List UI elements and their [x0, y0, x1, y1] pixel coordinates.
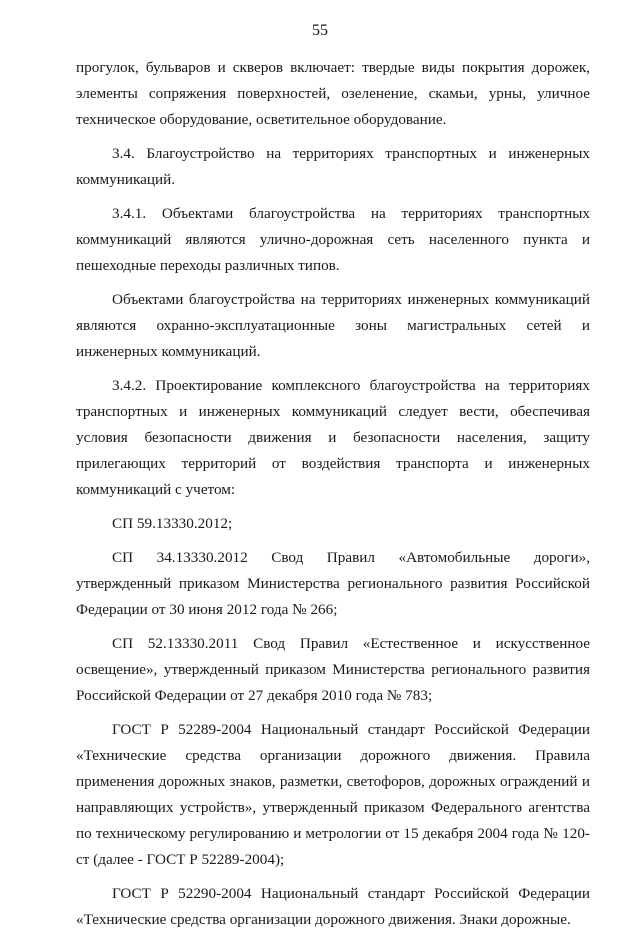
- paragraph-engineering-objects: Объектами благоустройства на территориях инженерных коммуникаций являются охранно-эксплуатационные зоны магистральных сетей и инженерных коммуникаций.: [76, 291, 590, 360]
- list-item-sp-34: СП 34.13330.2012 Свод Правил «Автомобильные дороги», утвержденный приказом Министерства регионального развития Российской Федерации от 30 июня 2012 года № 266;: [76, 549, 590, 618]
- section-heading-3-4: 3.4. Благоустройство на территориях транспортных и инженерных коммуникаций.: [76, 145, 590, 188]
- paragraph-continuation: прогулок, бульваров и скверов включает: твердые виды покрытия дорожек, элементы сопряжения поверхностей, озеленение, скамьи, урны, уличное техническое оборудование, осветительное оборудование.: [76, 59, 590, 128]
- paragraph-3-4-1: 3.4.1. Объектами благоустройства на территориях транспортных коммуникаций являются улично-дорожная сеть населенного пункта и пешеходные переходы различных типов.: [76, 205, 590, 274]
- page-number: 55: [312, 22, 328, 39]
- list-item-sp-59: СП 59.13330.2012;: [112, 515, 233, 532]
- list-item-gost-52290: ГОСТ Р 52290-2004 Национальный стандарт Российской Федерации «Технические средства организации дорожного движения. Знаки дорожные.: [76, 885, 590, 928]
- document-body: [76, 55, 590, 933]
- list-item-sp-52: СП 52.13330.2011 Свод Правил «Естественное и искусственное освещение», утвержденный приказом Министерства регионального развития Российской Федерации от 27 декабря 2010 года № 783;: [76, 635, 590, 704]
- paragraph-3-4-2: 3.4.2. Проектирование комплексного благоустройства на территориях транспортных и инженерных коммуникаций следует вести, обеспечивая условия безопасности движения и безопасности населения, защиту прилегающих территорий от воздействия транспорта и инженерных коммуникаций с учетом:: [76, 377, 590, 498]
- list-item-gost-52289: ГОСТ Р 52289-2004 Национальный стандарт Российской Федерации «Технические средства организации дорожного движения. Правила применения дорожных знаков, разметки, светофоров, дорожных ограждений и направляющих устройств», утвержденный приказом Федерального агентства по техническому регулированию и метрологии от 15 декабря 2004 года № 120-ст (далее - ГОСТ Р 52289-2004);: [76, 721, 590, 868]
